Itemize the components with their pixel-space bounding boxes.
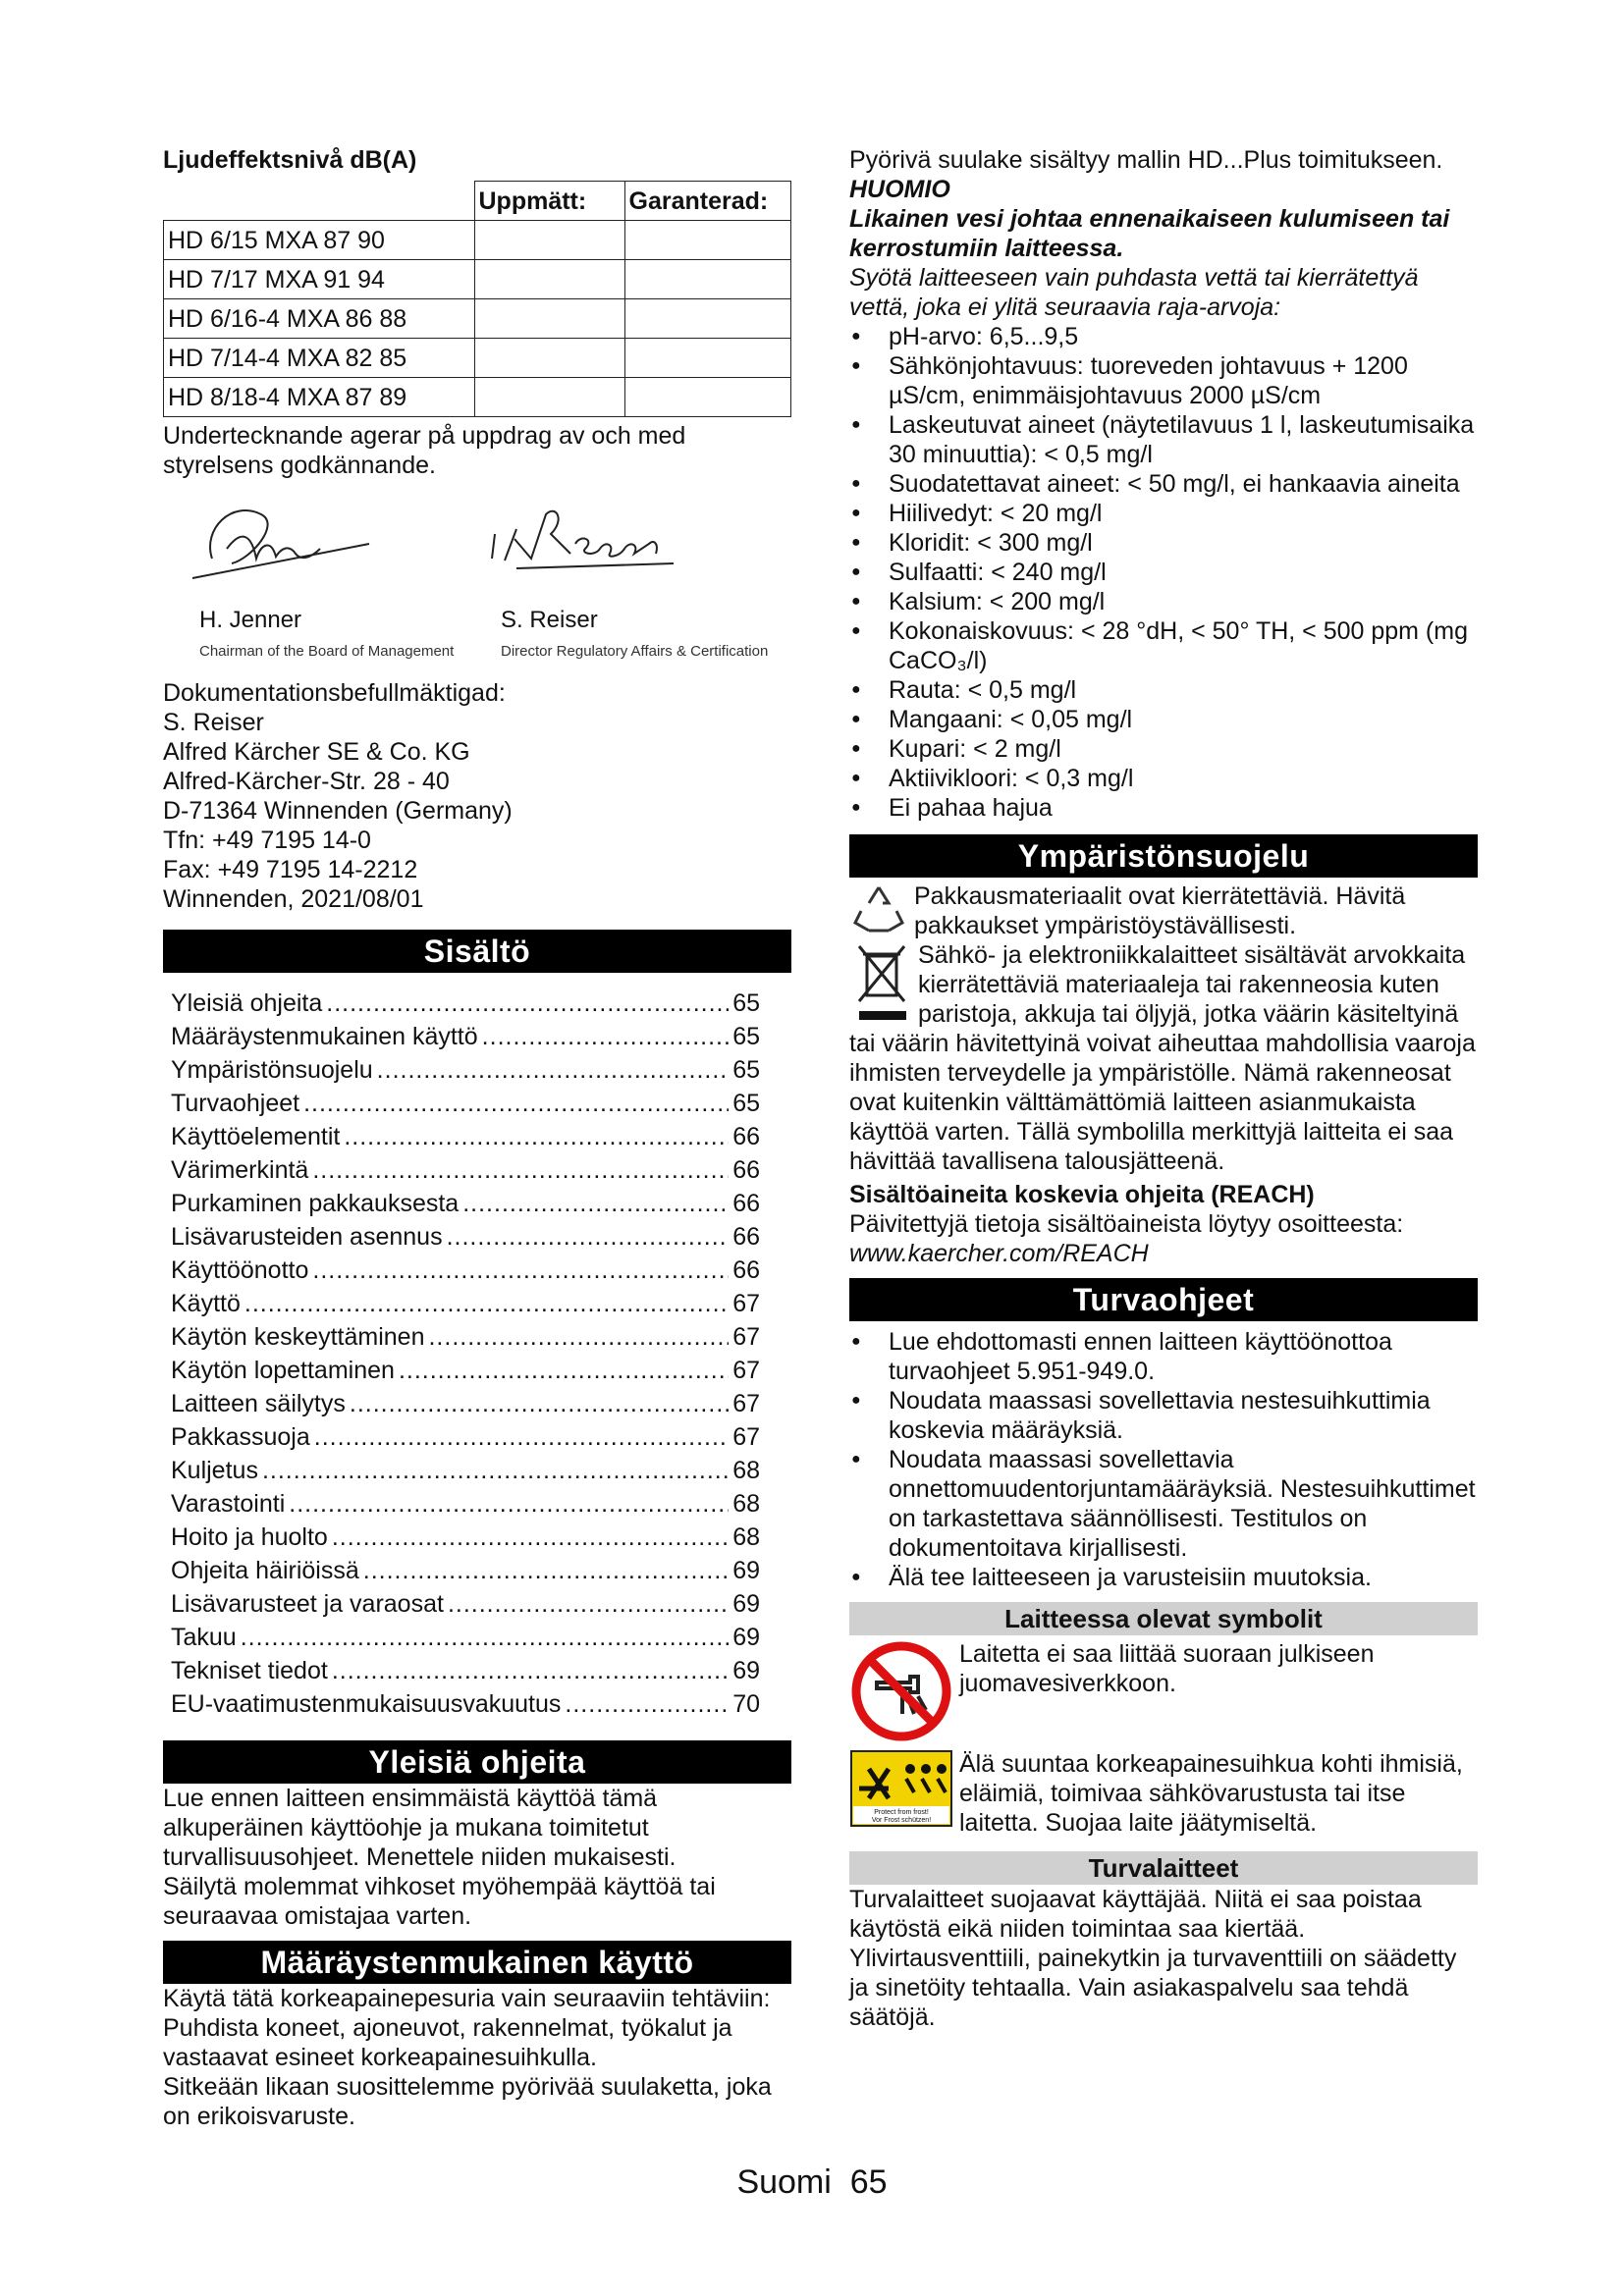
- recycling-icon: [849, 881, 908, 936]
- toc-title: Käytön lopettaminen: [171, 1357, 395, 1384]
- toc-page: 68: [732, 1523, 760, 1551]
- toc-title: Turvaohjeet: [171, 1090, 300, 1117]
- table-row: [164, 299, 791, 339]
- noise-model: HD 6/16-4 MXA 86 88: [164, 299, 475, 339]
- env-paragraph-1: Pakkausmateriaalit ovat kierrätettäviä. Hävitä pakkaukset ympäristöystävällisesti.: [914, 882, 1406, 939]
- toc-title: Käyttöönotto: [171, 1256, 309, 1284]
- safety-devices-paragraph-2: Ylivirtausventtiili, painekytkin ja turvaventtiili on säädetty ja sinetöity tehtaalla. Vain asiakaspalvelu saa tehdä säätöjä.: [849, 1945, 1457, 2031]
- noise-header-empty: [164, 182, 475, 221]
- toc-page: 67: [732, 1390, 760, 1417]
- toc-entry[interactable]: [171, 1153, 760, 1187]
- caution-bold-text: Likainen vesi johtaa ennenaikaiseen kulumiseen tai kerrostumiin laitteessa.: [849, 205, 1450, 262]
- toc-title: Hoito ja huolto: [171, 1523, 328, 1551]
- list-item: ● Kalsium: < 200 mg/l: [849, 587, 1478, 616]
- toc-page: 66: [732, 1156, 760, 1184]
- signer1-name: H. Jenner: [199, 607, 302, 633]
- doc-line: Tfn: +49 7195 14-0: [163, 827, 371, 854]
- footer-language: Suomi: [736, 2163, 832, 2201]
- toc-page: 66: [732, 1223, 760, 1251]
- symbol2-label2: Vor Frost schützen!: [871, 1817, 932, 1824]
- list-item: ● Sulfaatti: < 240 mg/l: [849, 558, 1478, 587]
- noise-model: HD 6/15 MXA 87 90: [164, 221, 475, 260]
- rotary-nozzle-note: Pyörivä suulake sisältyy mallin HD...Plus toimitukseen.: [849, 146, 1443, 174]
- noise-model: HD 8/18-4 MXA 87 89: [164, 378, 475, 417]
- toc-entry[interactable]: [171, 1654, 760, 1687]
- toc-page: 65: [732, 1056, 760, 1084]
- no-drinking-water-connection-icon: [849, 1639, 953, 1743]
- toc-title: Tekniset tiedot: [171, 1657, 328, 1684]
- toc-page: 70: [732, 1690, 760, 1718]
- toc-entry[interactable]: [171, 1454, 760, 1487]
- toc-title: Määräystenmukainen käyttö: [171, 1023, 478, 1050]
- environment-heading: Ympäristönsuojelu: [849, 834, 1478, 878]
- weee-block: [849, 940, 1478, 1176]
- toc-entry[interactable]: [171, 1187, 760, 1220]
- toc-title: Yleisiä ohjeita: [171, 989, 323, 1017]
- toc-page: 69: [732, 1624, 760, 1651]
- recycling-row: [849, 881, 1478, 940]
- reach-text: Päivitettyjä tietoja sisältöaineista löytyy osoitteesta:: [849, 1210, 1404, 1238]
- toc-entry[interactable]: [171, 1521, 760, 1554]
- signature-block: [163, 490, 791, 667]
- toc-heading: Sisältö: [163, 930, 791, 973]
- toc-page: 67: [732, 1290, 760, 1317]
- noise-header-guaranteed: Garanterad:: [624, 182, 791, 221]
- toc-page: 69: [732, 1590, 760, 1618]
- general-paragraph-2: Säilytä molemmat vihkoset myöhempää käyttöä tai seuraavaa omistajaa varten.: [163, 1873, 716, 1930]
- toc-entry[interactable]: [171, 1220, 760, 1254]
- toc-title: Purkaminen pakkauksesta: [171, 1190, 460, 1217]
- toc-page: 66: [732, 1123, 760, 1150]
- doc-line: Dokumentationsbefullmäktigad:: [163, 679, 506, 707]
- toc-title: Lisävarusteiden asennus: [171, 1223, 443, 1251]
- reach-title: Sisältöaineita koskevia ohjeita (REACH): [849, 1181, 1315, 1208]
- high-pressure-warning-icon: [849, 1749, 953, 1828]
- reach-link[interactable]: www.kaercher.com/REACH: [849, 1240, 1149, 1267]
- intended-use-paragraph-2: Sitkeään likaan suosittelemme pyörivää suulaketta, joka on erikoisvaruste.: [163, 2073, 772, 2130]
- toc-entry[interactable]: [171, 1020, 760, 1053]
- toc-page: 67: [732, 1423, 760, 1451]
- toc-entry[interactable]: [171, 1687, 760, 1721]
- symbol2-label1: Protect from frost!: [874, 1809, 929, 1816]
- list-item: ● Suodatettavat aineet: < 50 mg/l, ei hankaavia aineita: [849, 469, 1478, 499]
- toc-page: 66: [732, 1256, 760, 1284]
- symbol1-text: Laitetta ei saa liittää suoraan julkiseen juomavesiverkkoon.: [959, 1640, 1375, 1697]
- signer2-role: Director Regulatory Affairs & Certification: [501, 643, 769, 660]
- toc-entry[interactable]: [171, 1254, 760, 1287]
- table-row: [164, 339, 791, 378]
- toc-entry[interactable]: [171, 1487, 760, 1521]
- noise-level-table: [163, 181, 791, 417]
- table-of-contents: [171, 987, 760, 1721]
- toc-entry[interactable]: [171, 1621, 760, 1654]
- toc-title: Varastointi: [171, 1490, 286, 1518]
- toc-page: 68: [732, 1490, 760, 1518]
- symbol-row-water: [849, 1639, 1478, 1743]
- general-heading: Yleisiä ohjeita: [163, 1740, 791, 1784]
- toc-title: Käyttöelementit: [171, 1123, 341, 1150]
- toc-page: 69: [732, 1557, 760, 1584]
- toc-title: Ympäristönsuojelu: [171, 1056, 373, 1084]
- safety-devices-paragraph-1: Turvalaitteet suojaavat käyttäjää. Niitä ei saa poistaa käytöstä eikä niiden toimintaa saa kiertää.: [849, 1886, 1422, 1943]
- caution-text: Syötä laitteeseen vain puhdasta vettä tai kierrätettyä vettä, joka ei ylitä seuraavia raja-arvoja:: [849, 264, 1419, 321]
- symbols-heading: Laitteessa olevat symbolit: [849, 1602, 1478, 1635]
- toc-page: 68: [732, 1457, 760, 1484]
- page-footer: [0, 2163, 1624, 2201]
- toc-entry[interactable]: [171, 987, 760, 1020]
- toc-entry[interactable]: [171, 1587, 760, 1621]
- toc-page: 66: [732, 1190, 760, 1217]
- crossed-bin-icon: [855, 942, 910, 1025]
- documentation-contact: [163, 678, 791, 914]
- toc-title: Värimerkintä: [171, 1156, 309, 1184]
- toc-entry[interactable]: [171, 1087, 760, 1120]
- env-paragraph-2: Sähkö- ja elektroniikkalaitteet sisältävät arvokkaita kierrätettäviä materiaaleja tai rakenneosia kuten paristoja, akkuja tai öljyjä, jotka väärin käsiteltyinä tai väärin hävitettyinä voivat aiheuttaa mahdollisia vaaroja ihmisten terveydelle ja ympäristölle. Nämä rakenneosat ovat kuitenkin välttämättömiä laitteen asianmukaista käyttöä varten. Tällä symbolilla merkittyjä laitteita ei saa hävittää tavallisena talousjätteenä.: [849, 941, 1476, 1175]
- symbol2-text: Älä suuntaa korkeapainesuihkua kohti ihmisiä, eläimiä, toimivaa sähkövarustusta tai itse laitetta. Suojaa laite jäätymiseltä.: [959, 1750, 1463, 1837]
- safety-devices-heading: Turvalaitteet: [849, 1851, 1478, 1885]
- noise-table-header: [164, 182, 791, 221]
- table-row: [164, 221, 791, 260]
- toc-entry[interactable]: [171, 1387, 760, 1420]
- toc-entry[interactable]: [171, 1420, 760, 1454]
- signing-statement: Undertecknande agerar på uppdrag av och med styrelsens godkännande.: [163, 422, 686, 479]
- caution-label: HUOMIO: [849, 176, 950, 203]
- signer2-name: S. Reiser: [501, 607, 598, 633]
- noise-model: HD 7/14-4 MXA 82 85: [164, 339, 475, 378]
- toc-entry[interactable]: [171, 1120, 760, 1153]
- toc-page: 65: [732, 1090, 760, 1117]
- signature-jenner: [173, 490, 408, 588]
- doc-line: Alfred-Kärcher-Str. 28 - 40: [163, 768, 450, 795]
- symbol-row-jet: [849, 1749, 1478, 1838]
- toc-page: 69: [732, 1657, 760, 1684]
- toc-page: 67: [732, 1357, 760, 1384]
- doc-line: Fax: +49 7195 14-2212: [163, 856, 418, 883]
- list-item: ● Rauta: < 0,5 mg/l: [849, 675, 1478, 705]
- safety-heading: Turvaohjeet: [849, 1278, 1478, 1321]
- footer-page-number: 65: [849, 2163, 888, 2201]
- toc-title: EU-vaatimustenmukaisuusvakuutus: [171, 1690, 562, 1718]
- list-item: ● Noudata maassasi sovellettavia onnettomuudentorjuntamääräyksiä. Nestesuihkuttimet on tarkastettava säännöllisesti. Testitulos on dokumentoitava kirjallisesti.: [849, 1445, 1478, 1563]
- water-limits-list: [849, 322, 1478, 823]
- list-item: ● Aktiivikloori: < 0,3 mg/l: [849, 764, 1478, 793]
- doc-line: Winnenden, 2021/08/01: [163, 885, 424, 913]
- intended-use-paragraph-1: Käytä tätä korkeapainepesuria vain seuraaviin tehtäviin: Puhdista koneet, ajoneuvot, rakennelmat, työkalut ja vastaavat esineet korkeapainesuihkulla.: [163, 1985, 771, 2071]
- toc-title: Takuu: [171, 1624, 237, 1651]
- intended-use-heading: Määräystenmukainen käyttö: [163, 1941, 791, 1984]
- toc-title: Käytön keskeyttäminen: [171, 1323, 425, 1351]
- list-item: ● Älä tee laitteeseen ja varusteisiin muutoksia.: [849, 1563, 1478, 1592]
- left-column: [163, 145, 791, 2131]
- toc-page: 65: [732, 989, 760, 1017]
- list-item: ● Hiilivedyt: < 20 mg/l: [849, 499, 1478, 528]
- list-item: ● Noudata maassasi sovellettavia nestesuihkuttimia koskevia määräyksiä.: [849, 1386, 1478, 1445]
- doc-line: D-71364 Winnenden (Germany): [163, 797, 513, 825]
- toc-title: Ohjeita häiriöissä: [171, 1557, 359, 1584]
- toc-title: Käyttö: [171, 1290, 241, 1317]
- list-item: ● Sähkönjohtavuus: tuoreveden johtavuus + 1200 µS/cm, enimmäisjohtavuus 2000 µS/cm: [849, 351, 1478, 410]
- toc-title: Kuljetus: [171, 1457, 258, 1484]
- toc-entry[interactable]: [171, 1320, 760, 1354]
- doc-line: Alfred Kärcher SE & Co. KG: [163, 738, 470, 766]
- noise-model: HD 7/17 MXA 91 94: [164, 260, 475, 299]
- list-item: ● Lue ehdottomasti ennen laitteen käyttöönottoa turvaohjeet 5.951-949.0.: [849, 1327, 1478, 1386]
- list-item: ● Ei pahaa hajua: [849, 793, 1478, 823]
- toc-title: Pakkassuoja: [171, 1423, 310, 1451]
- toc-entry[interactable]: [171, 1354, 760, 1387]
- list-item: ● Mangaani: < 0,05 mg/l: [849, 705, 1478, 734]
- table-row: [164, 260, 791, 299]
- toc-title: Lisävarusteet ja varaosat: [171, 1590, 444, 1618]
- toc-page: 67: [732, 1323, 760, 1351]
- signer1-role: Chairman of the Board of Management: [199, 643, 455, 660]
- list-item: ● Kupari: < 2 mg/l: [849, 734, 1478, 764]
- toc-entry[interactable]: [171, 1053, 760, 1087]
- list-item: ● Laskeutuvat aineet (näytetilavuus 1 l, laskeutumisaika 30 minuuttia): < 0,5 mg/l: [849, 410, 1478, 469]
- toc-page: 65: [732, 1023, 760, 1050]
- toc-entry[interactable]: [171, 1554, 760, 1587]
- list-item: ● pH-arvo: 6,5...9,5: [849, 322, 1478, 351]
- right-column: [849, 145, 1478, 2032]
- table-row: [164, 378, 791, 417]
- doc-line: S. Reiser: [163, 709, 264, 736]
- safety-list: [849, 1327, 1478, 1592]
- toc-entry[interactable]: [171, 1287, 760, 1320]
- list-item: ● Kloridit: < 300 mg/l: [849, 528, 1478, 558]
- noise-level-title: Ljudeffektsnivå dB(A): [163, 146, 417, 174]
- general-paragraph-1: Lue ennen laitteen ensimmäistä käyttöä tämä alkuperäinen käyttöohje ja mukana toimitetut turvallisuusohjeet. Menettele niiden mukaisesti.: [163, 1785, 677, 1871]
- noise-header-measured: Uppmätt:: [474, 182, 624, 221]
- signature-reiser: [487, 500, 683, 578]
- toc-title: Laitteen säilytys: [171, 1390, 346, 1417]
- list-item: ● Kokonaiskovuus: < 28 °dH, < 50° TH, < 500 ppm (mg CaCO₃/l): [849, 616, 1478, 675]
